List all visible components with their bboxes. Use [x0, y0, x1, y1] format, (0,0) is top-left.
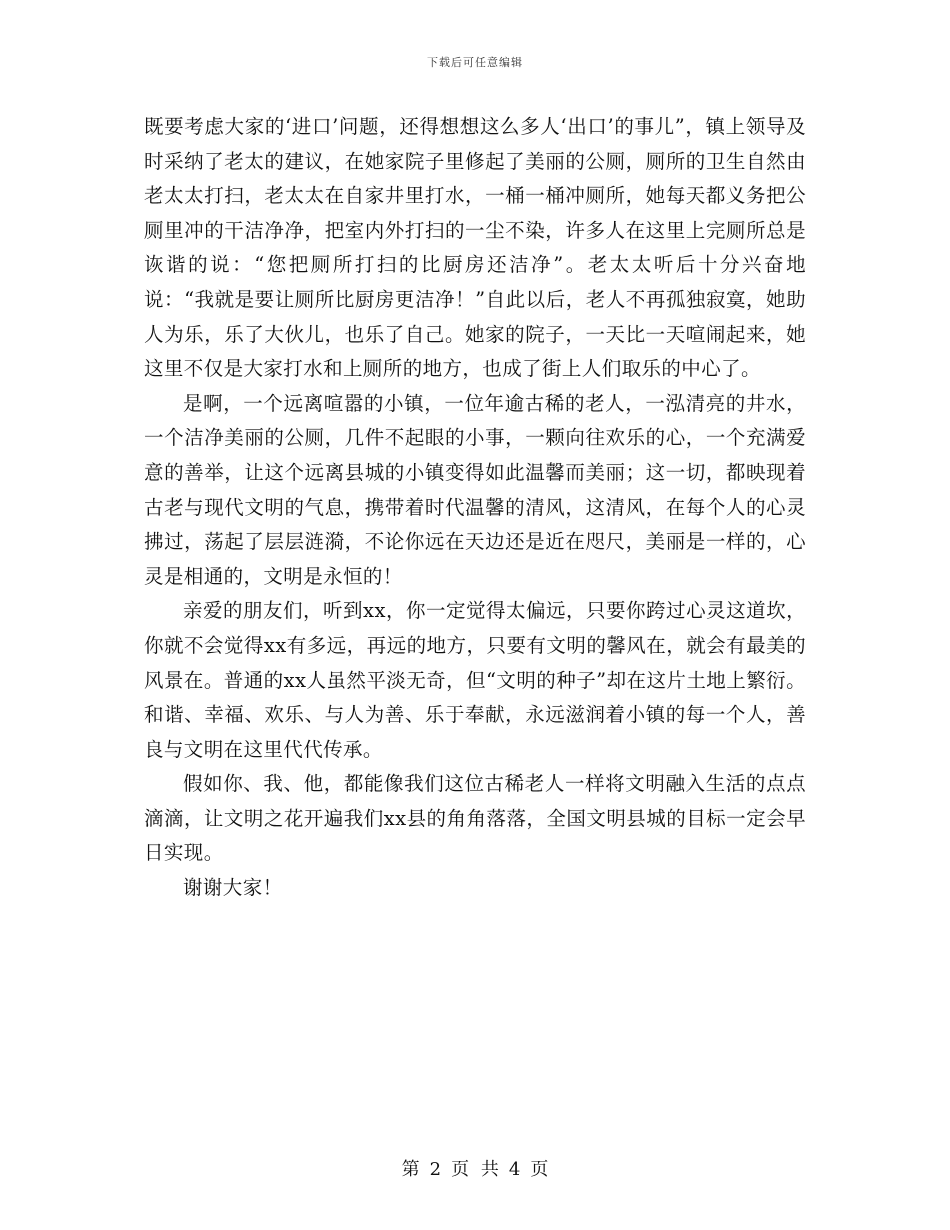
paragraph: 假如你、我、他，都能像我们这位古稀老人一样将文明融入生活的点点滴滴，让文明之花开遍我们xx县的角角落落，全国文明县城的目标一定会早日实现。	[144, 772, 806, 865]
closing-line: 谢谢大家！	[183, 876, 283, 900]
page-label-prefix: 第	[401, 1159, 420, 1180]
page-label-suffix: 页	[530, 1159, 549, 1180]
total-pages-number: 4	[508, 1159, 521, 1180]
page-label-mid: 页 共	[451, 1159, 499, 1180]
current-page-number: 2	[429, 1159, 442, 1180]
paragraph: 是啊，一个远离喧嚣的小镇，一位年逾古稀的老人，一泓清亮的井水，一个洁净美丽的公厕，几件不起眼的小事，一颗向往欢乐的心，一个充满爱意的善举，让这个远离县城的小镇变得如此温馨而美丽；这一切，都映现着古老与现代文明的气息，携带着时代温馨的清风，这清风，在每个人的心灵拂过，荡起了层层涟漪，不论你远在天边还是近在咫尺，美丽是一样的，心灵是相通的，文明是永恒的！	[144, 391, 806, 588]
paragraph-continued: 既要考虑大家的‘进口’问题，还得想想这么多人‘出口’的事儿”，镇上领导及时采纳了老太的建议，在她家院子里修起了美丽的公厕，厕所的卫生自然由老太太打扫，老太太在自家井里打水，一桶一桶冲厕所，她每天都义务把公厕里冲的干洁净净，把室内外打扫的一尘不染，许多人在这里上完厕所总是诙谐的说：“您把厕所打扫的比厨房还洁净”。老太太听后十分兴奋地说：“我就是要让厕所比厨房更洁净！”自此以后，老人不再孤独寂寞，她助人为乐，乐了大伙儿，也乐了自己。她家的院子，一天比一天喧闹起来，她这里不仅是大家打水和上厕所的地方，也成了街上人们取乐的中心了。	[144, 115, 806, 381]
page-header-note: 下载后可任意编辑	[427, 56, 523, 69]
document-body	[144, 110, 806, 906]
paragraph: 亲爱的朋友们，听到xx，你一定觉得太偏远，只要你跨过心灵这道坎，你就不会觉得xx有多远，再远的地方，只要有文明的馨风在，就会有最美的风景在。普通的xx人虽然平淡无奇，但“文明的种子”却在这片土地上繁衍。和谐、幸福、欢乐、与人为善、乐于奉献，永远滋润着小镇的每一个人，善良与文明在这里代代传承。	[144, 599, 806, 761]
page-number-footer	[0, 1155, 950, 1181]
